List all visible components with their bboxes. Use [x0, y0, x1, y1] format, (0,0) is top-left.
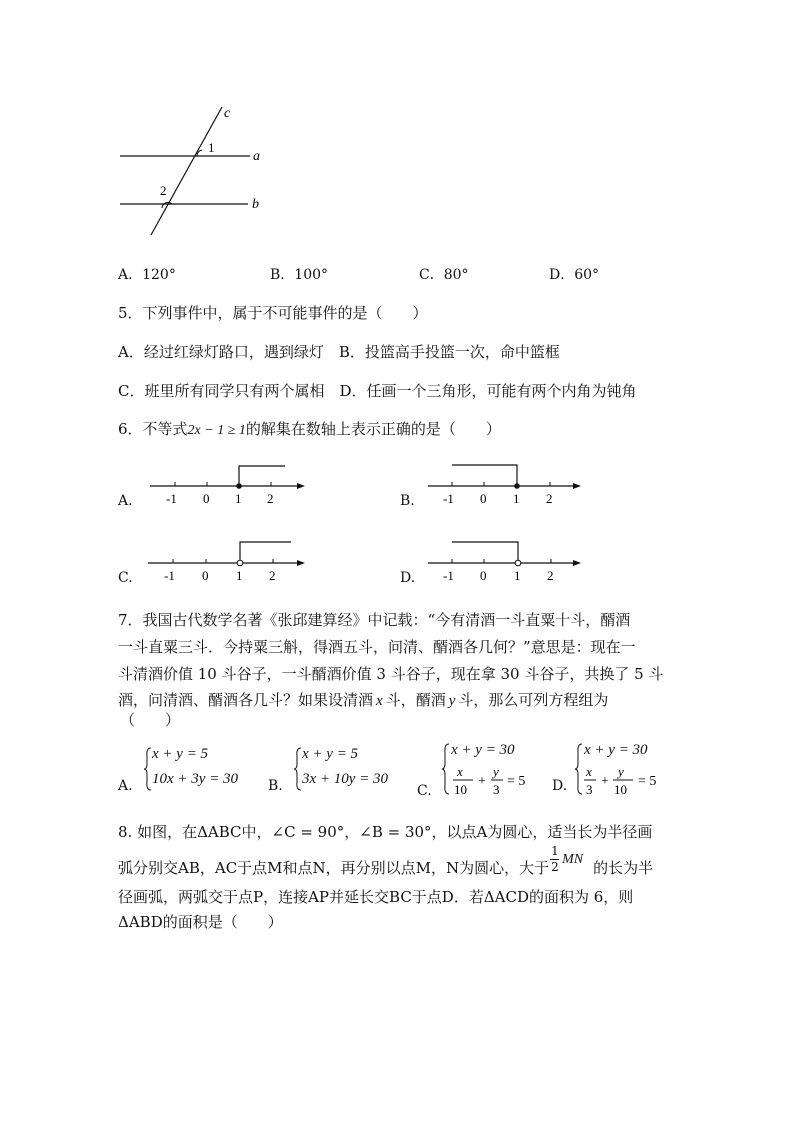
svg-text:10: 10 [614, 782, 627, 797]
label-angle-2: 2 [160, 183, 167, 198]
q6-option-d-label: D. [400, 570, 416, 586]
svg-text:-1: -1 [443, 568, 454, 583]
number-line-b [425, 458, 590, 508]
q7-option-b-label: B. [268, 778, 283, 794]
q6-option-a-label: A. [118, 493, 133, 509]
q6-inequality: 2x − 1 ≥ 1 [187, 423, 246, 438]
q6-stem [118, 418, 501, 439]
closed-dot [236, 483, 242, 489]
q7-option-c-label: C. [417, 783, 432, 799]
parallel-lines-figure [110, 100, 280, 240]
label-c: c [224, 106, 231, 121]
q8-line-4: ΔABD的面积是（ ） [118, 913, 283, 931]
q4-option-d: D．60° [549, 267, 600, 283]
svg-text:0: 0 [203, 491, 210, 506]
q8-line-3: 径画弧，两弧交于点P，连接AP并延长交BC于点D．若ΔACD的面积为 6，则 [118, 888, 634, 906]
svg-text:-1: -1 [164, 568, 175, 583]
svg-text:3: 3 [493, 782, 500, 797]
svg-text:2: 2 [269, 568, 276, 583]
brace-c [441, 742, 451, 796]
q7-a-eq2: 10x + 3y = 30 [152, 771, 239, 787]
number-line-a [145, 458, 315, 508]
var-y: y [448, 693, 456, 709]
q4-option-b: B．100° [270, 267, 329, 283]
q8-line-1: 8. 如图，在ΔABC中，∠C = 90°，∠B = 30°，以点A为圆心，适当长为半径画 [118, 823, 653, 841]
q7-a-eq1: x + y = 5 [152, 746, 209, 762]
svg-text:0: 0 [202, 568, 209, 583]
q7-answer-paren: （ ） [120, 711, 181, 729]
transversal-c [151, 107, 222, 235]
svg-text:10: 10 [454, 782, 467, 797]
svg-text:-1: -1 [443, 491, 454, 506]
q7-b-eq1: x + y = 5 [302, 746, 359, 762]
label-angle-1: 1 [208, 140, 215, 155]
label-b: b [252, 197, 259, 212]
q7-d-eq2 [582, 765, 672, 797]
svg-text:= 5: = 5 [638, 774, 657, 789]
svg-text:2: 2 [547, 568, 554, 583]
svg-text:y: y [618, 765, 624, 779]
q8-line-2: 弧分别交AB，AC于点M和点N，再分别以点M，N为圆心，大于 1 2 MN 的长为半 [118, 844, 654, 877]
q7-c-eq1: x + y = 30 [451, 742, 515, 758]
closed-dot [514, 483, 520, 489]
var-x: x [376, 693, 383, 709]
q7-b-eq2: 3x + 10y = 30 [302, 771, 389, 787]
svg-text:3: 3 [586, 782, 593, 797]
q7-line-3: 斗清酒价值 10 斗谷子，一斗醑酒价值 3 斗谷子，现在拿 30 斗谷子，共换了 5 斗 [118, 665, 664, 683]
open-dot [237, 560, 243, 566]
svg-text:2: 2 [546, 491, 553, 506]
number-line-c [145, 535, 315, 585]
q7-c-eq2 [451, 765, 536, 797]
svg-text:+: + [601, 774, 609, 789]
q5-options-line-2: C．班里所有同学只有两个属相 D．任画一个三角形，可能有两个内角为钝角 [118, 382, 637, 400]
svg-text:1: 1 [236, 568, 243, 583]
svg-text:1: 1 [514, 568, 521, 583]
q6-stem-prefix: 6．不等式 [118, 420, 188, 438]
fraction-half-mn: 1 2 MN [551, 844, 584, 874]
q4-option-a: A．120° [118, 267, 176, 283]
q7-line-4: 酒，问清酒、醑酒各几斗？如果设清酒 x 斗，醑酒 y 斗，那么可列方程组为 [118, 691, 609, 709]
number-line-d [425, 535, 590, 585]
q4-option-c: C．80° [419, 267, 469, 283]
q6-stem-suffix: 的解集在数轴上表示正确的是（ ） [245, 420, 501, 438]
svg-text:y: y [493, 765, 499, 779]
svg-text:1: 1 [513, 491, 520, 506]
q7-line-1: 7．我国古代数学名著《张邱建算经》中记载：“今有清酒一斗直粟十斗，醑酒 [118, 611, 631, 629]
svg-text:x: x [457, 765, 463, 779]
q6-option-b-label: B. [400, 493, 415, 509]
svg-text:= 5: = 5 [507, 774, 526, 789]
svg-text:0: 0 [480, 491, 487, 506]
svg-text:0: 0 [480, 568, 487, 583]
svg-text:1: 1 [235, 491, 242, 506]
open-dot [515, 560, 521, 566]
svg-text:-1: -1 [166, 491, 177, 506]
label-a: a [253, 149, 260, 164]
q7-option-a-label: A. [118, 778, 133, 794]
svg-text:x: x [586, 765, 592, 779]
svg-text:+: + [478, 774, 486, 789]
q7-option-d-label: D. [552, 778, 568, 794]
q5-stem: 5．下列事件中，属于不可能事件的是（ ） [118, 304, 428, 322]
q7-d-eq1: x + y = 30 [584, 742, 648, 758]
q7-line-2: 一斗直粟三斗．今持粟三斛，得酒五斗，问清、醑酒各几何？”意思是：现在一 [118, 638, 636, 656]
q5-options-line-1: A．经过红绿灯路口，遇到绿灯 B．投篮高手投篮一次，命中篮框 [118, 343, 560, 361]
q6-option-c-label: C. [118, 570, 133, 586]
svg-text:2: 2 [267, 491, 274, 506]
